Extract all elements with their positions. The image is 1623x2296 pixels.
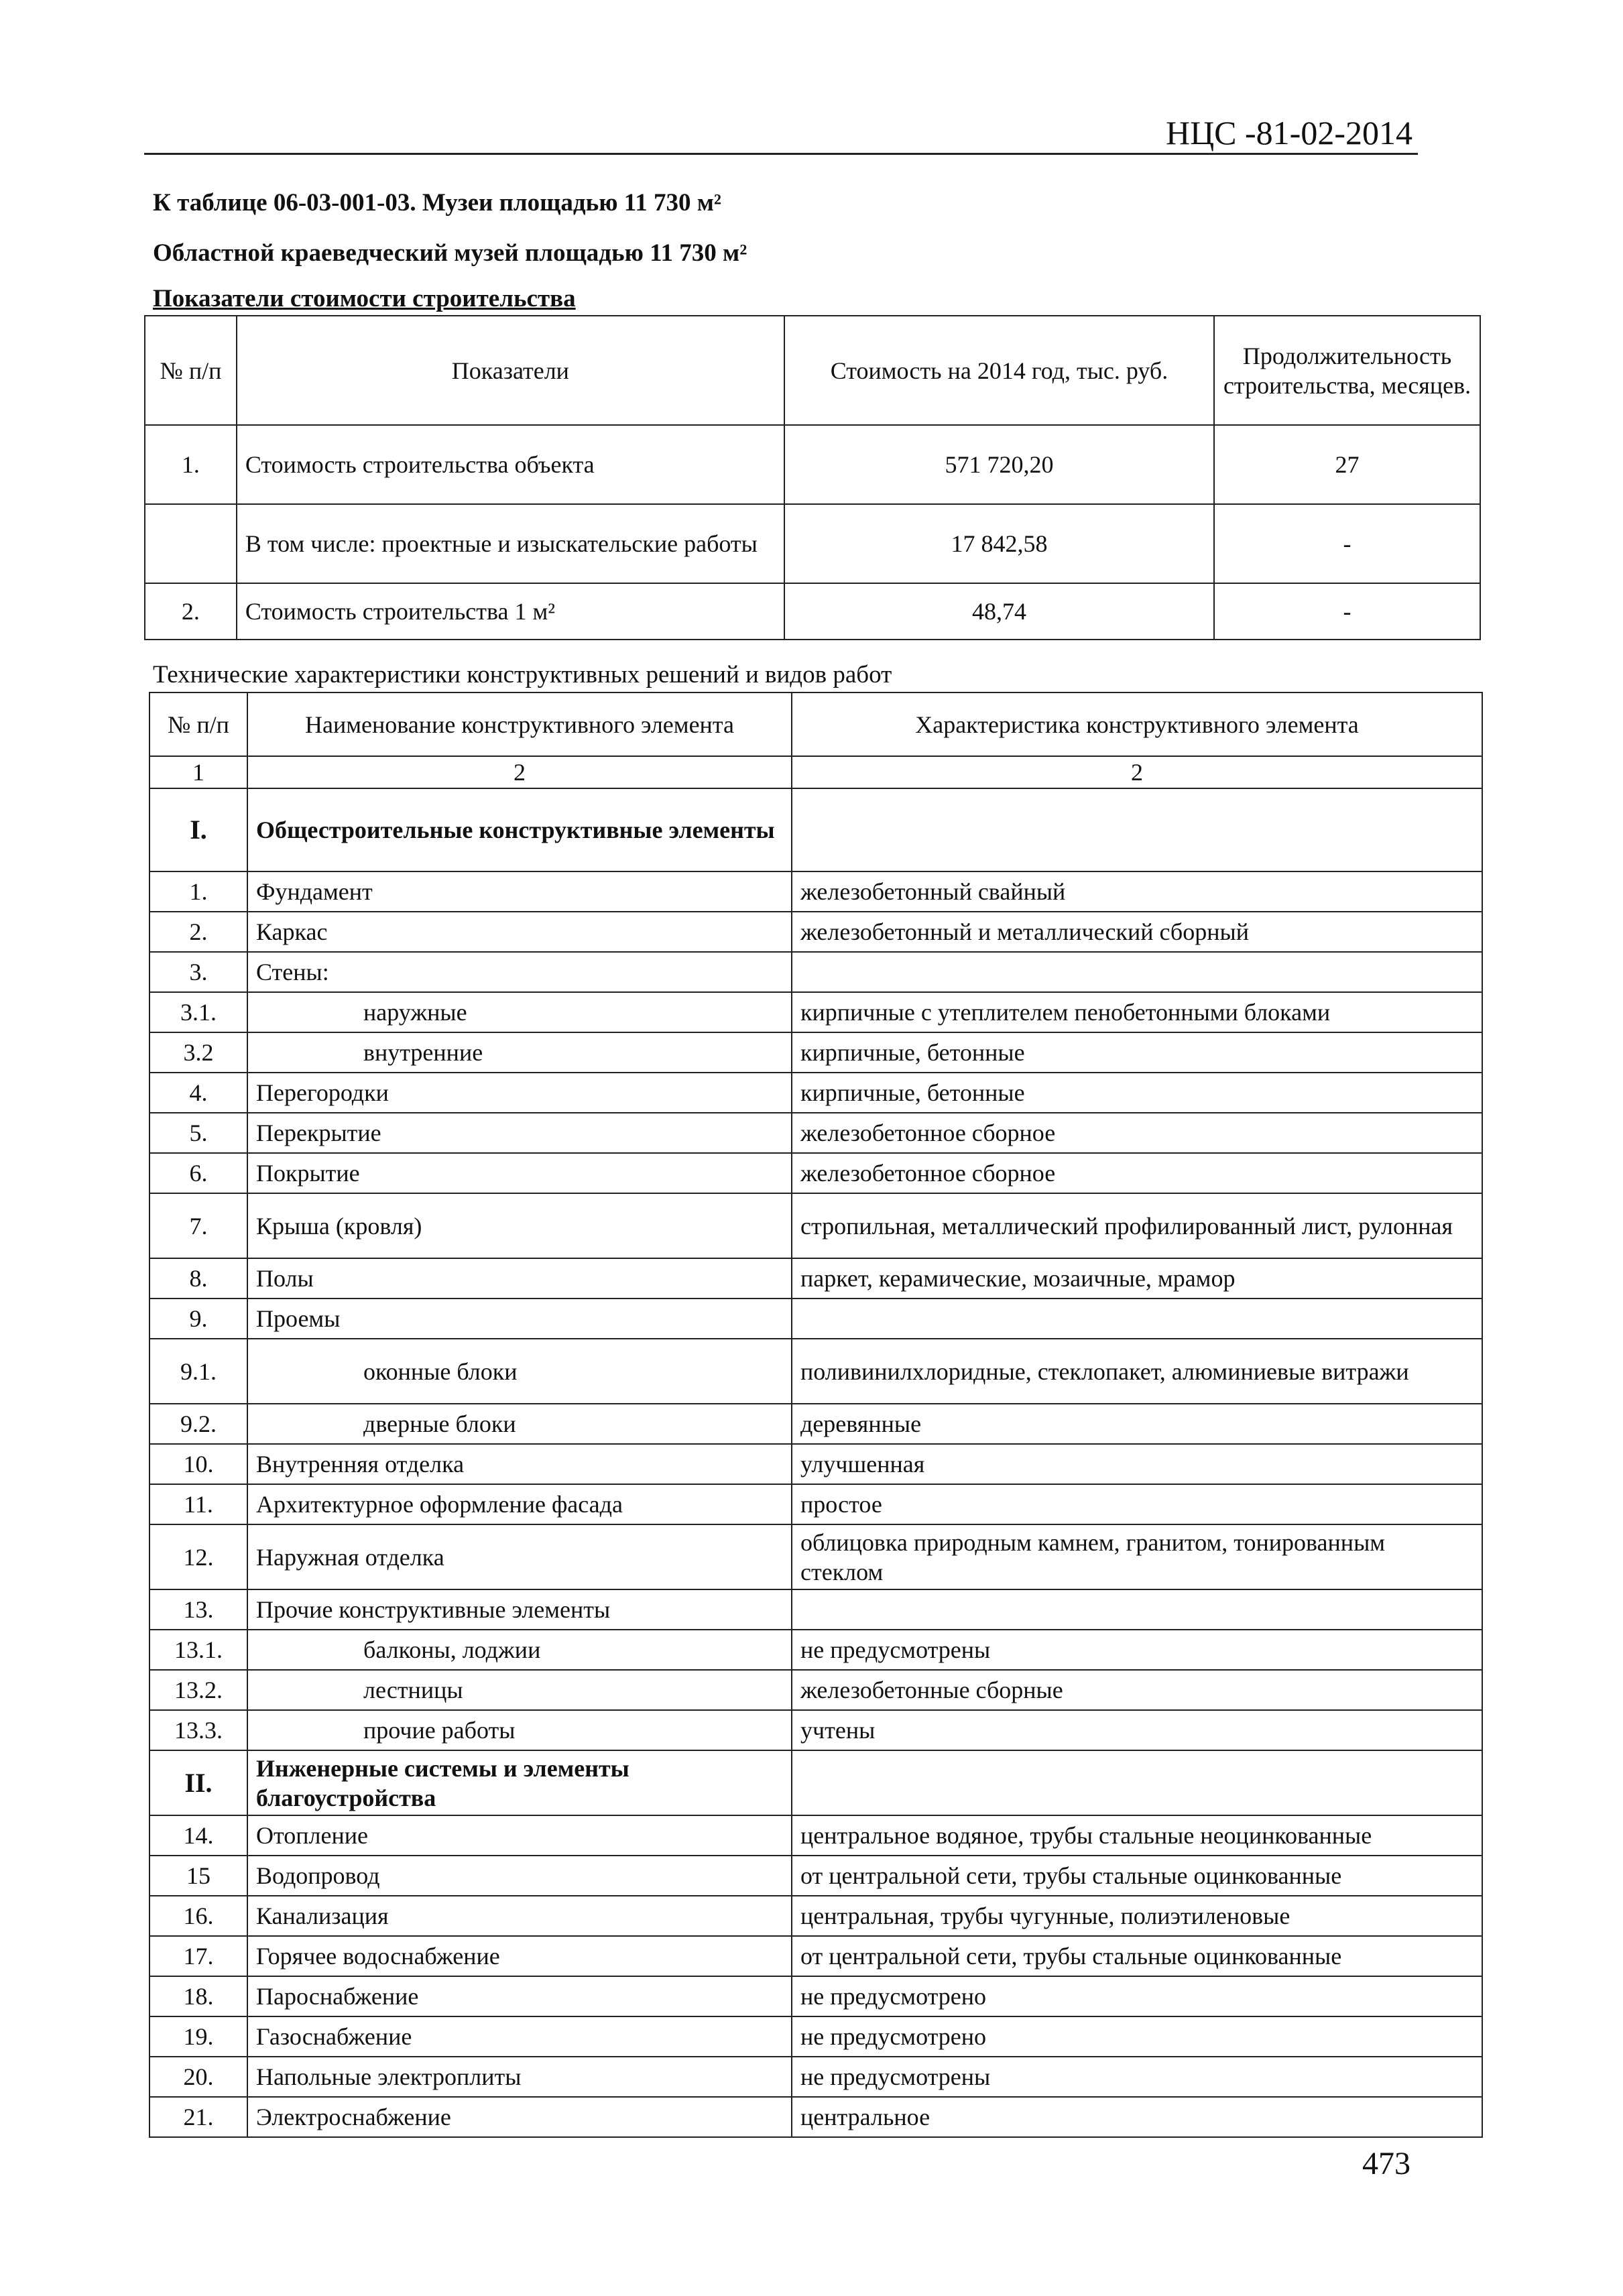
element-name: Проемы bbox=[247, 1298, 792, 1339]
table-row bbox=[149, 1936, 1482, 1976]
table-row bbox=[149, 2016, 1482, 2057]
table-row bbox=[149, 1856, 1482, 1896]
row-number: 9.2. bbox=[149, 1404, 247, 1444]
row-number: 15 bbox=[149, 1856, 247, 1896]
row-number: 17. bbox=[149, 1936, 247, 1976]
column-index-2: 2 bbox=[247, 756, 792, 788]
table-reference-heading: К таблице 06-03-001-03. Музеи площадью 11 730 м² bbox=[153, 189, 721, 217]
element-characteristic: не предусмотрены bbox=[792, 1630, 1482, 1670]
element-characteristic: поливинилхлоридные, стеклопакет, алюминиевые витражи bbox=[792, 1339, 1482, 1404]
element-characteristic: от центральной сети, трубы стальные оцинкованные bbox=[792, 1936, 1482, 1976]
element-name: Внутренняя отделка bbox=[247, 1444, 792, 1484]
column-index-3: 2 bbox=[792, 756, 1482, 788]
element-characteristic: облицовка природным камнем, гранитом, тонированным стеклом bbox=[792, 1524, 1482, 1589]
technical-characteristics-table bbox=[149, 692, 1483, 2138]
element-characteristic: улучшенная bbox=[792, 1444, 1482, 1484]
table-row bbox=[149, 992, 1482, 1032]
indicator-name: Стоимость строительства объекта bbox=[237, 425, 784, 504]
element-characteristic bbox=[792, 1589, 1482, 1630]
table-row bbox=[149, 1630, 1482, 1670]
table-row bbox=[149, 1484, 1482, 1524]
table-header-row bbox=[149, 692, 1482, 756]
table-row bbox=[149, 1524, 1482, 1589]
element-name: Пароснабжение bbox=[247, 1976, 792, 2016]
element-name: балконы, лоджии bbox=[247, 1630, 792, 1670]
row-number: 12. bbox=[149, 1524, 247, 1589]
element-characteristic: стропильная, металлический профилированный лист, рулонная bbox=[792, 1193, 1482, 1258]
element-name: Горячее водоснабжение bbox=[247, 1936, 792, 1976]
column-header-cost: Стоимость на 2014 год, тыс. руб. bbox=[784, 316, 1214, 425]
element-characteristic: центральное водяное, трубы стальные неоцинкованные bbox=[792, 1815, 1482, 1856]
element-name: наружные bbox=[247, 992, 792, 1032]
object-heading: Областной краеведческий музей площадью 11 730 м² bbox=[153, 239, 747, 267]
column-header-indicators: Показатели bbox=[237, 316, 784, 425]
element-name: Стены: bbox=[247, 952, 792, 992]
row-number: 1. bbox=[149, 871, 247, 912]
table-row bbox=[149, 1193, 1482, 1258]
row-number: 18. bbox=[149, 1976, 247, 2016]
element-name: Наружная отделка bbox=[247, 1524, 792, 1589]
row-number: 2. bbox=[145, 583, 237, 640]
table-header-row bbox=[145, 316, 1480, 425]
element-name: прочие работы bbox=[247, 1710, 792, 1750]
element-characteristic: не предусмотрено bbox=[792, 1976, 1482, 2016]
element-name: лестницы bbox=[247, 1670, 792, 1710]
column-header-number: № п/п bbox=[145, 316, 237, 425]
element-characteristic: железобетонный и металлический сборный bbox=[792, 912, 1482, 952]
cost-value: 17 842,58 bbox=[784, 504, 1214, 583]
element-name: Инженерные системы и элементы благоустройства bbox=[247, 1750, 792, 1815]
table-row bbox=[145, 504, 1480, 583]
element-characteristic: кирпичные с утеплителем пенобетонными блоками bbox=[792, 992, 1482, 1032]
row-number: 3.2 bbox=[149, 1032, 247, 1073]
duration-value: - bbox=[1214, 504, 1480, 583]
element-characteristic bbox=[792, 1750, 1482, 1815]
element-name: Покрытие bbox=[247, 1153, 792, 1193]
row-number: 5. bbox=[149, 1113, 247, 1153]
row-number: 1. bbox=[145, 425, 237, 504]
column-header-characteristic: Характеристика конструктивного элемента bbox=[792, 692, 1482, 756]
element-name: Электроснабжение bbox=[247, 2097, 792, 2137]
table-row bbox=[149, 1815, 1482, 1856]
element-name: Канализация bbox=[247, 1896, 792, 1936]
element-name: дверные блоки bbox=[247, 1404, 792, 1444]
table-row bbox=[149, 1670, 1482, 1710]
element-characteristic: учтены bbox=[792, 1710, 1482, 1750]
column-header-duration: Продолжительность строительства, месяцев. bbox=[1214, 316, 1480, 425]
element-name: Прочие конструктивные элементы bbox=[247, 1589, 792, 1630]
element-name: Общестроительные конструктивные элементы bbox=[247, 788, 792, 871]
column-header-number: № п/п bbox=[149, 692, 247, 756]
table-row bbox=[149, 1258, 1482, 1298]
table-row bbox=[149, 2097, 1482, 2137]
element-characteristic: от центральной сети, трубы стальные оцинкованные bbox=[792, 1856, 1482, 1896]
technical-section-title: Технические характеристики конструктивных решений и видов работ bbox=[153, 661, 892, 688]
row-number: 3. bbox=[149, 952, 247, 992]
row-number: 13. bbox=[149, 1589, 247, 1630]
row-number: 13.2. bbox=[149, 1670, 247, 1710]
element-characteristic: не предусмотрены bbox=[792, 2057, 1482, 2097]
page-header bbox=[144, 113, 1418, 155]
element-name: Крыша (кровля) bbox=[247, 1193, 792, 1258]
row-number: 7. bbox=[149, 1193, 247, 1258]
row-number: 19. bbox=[149, 2016, 247, 2057]
table-row bbox=[149, 1153, 1482, 1193]
element-name: Отопление bbox=[247, 1815, 792, 1856]
column-index-1: 1 bbox=[149, 756, 247, 788]
element-name: Перекрытие bbox=[247, 1113, 792, 1153]
table-row bbox=[149, 788, 1482, 871]
row-number: 13.1. bbox=[149, 1630, 247, 1670]
document-code: НЦС -81-02-2014 bbox=[1165, 114, 1412, 152]
table-row bbox=[149, 1444, 1482, 1484]
element-name: Газоснабжение bbox=[247, 2016, 792, 2057]
duration-value: 27 bbox=[1214, 425, 1480, 504]
indicator-name: В том числе: проектные и изыскательские работы bbox=[237, 504, 784, 583]
duration-value: - bbox=[1214, 583, 1480, 640]
row-number: 20. bbox=[149, 2057, 247, 2097]
row-number: 21. bbox=[149, 2097, 247, 2137]
element-name: внутренние bbox=[247, 1032, 792, 1073]
row-number: 13.3. bbox=[149, 1710, 247, 1750]
table-row bbox=[149, 1710, 1482, 1750]
row-number: 9. bbox=[149, 1298, 247, 1339]
row-number: 6. bbox=[149, 1153, 247, 1193]
cost-value: 571 720,20 bbox=[784, 425, 1214, 504]
row-number bbox=[145, 504, 237, 583]
table-row bbox=[149, 952, 1482, 992]
table-row bbox=[149, 1976, 1482, 2016]
element-name: Напольные электроплиты bbox=[247, 2057, 792, 2097]
element-characteristic: кирпичные, бетонные bbox=[792, 1073, 1482, 1113]
element-characteristic: простое bbox=[792, 1484, 1482, 1524]
table-row bbox=[149, 1073, 1482, 1113]
element-characteristic: железобетонное сборное bbox=[792, 1113, 1482, 1153]
table-row bbox=[149, 1298, 1482, 1339]
table-row bbox=[149, 1032, 1482, 1073]
element-name: Полы bbox=[247, 1258, 792, 1298]
table-row bbox=[149, 1896, 1482, 1936]
column-header-element-name: Наименование конструктивного элемента bbox=[247, 692, 792, 756]
table-row bbox=[145, 583, 1480, 640]
element-characteristic bbox=[792, 1298, 1482, 1339]
table-row bbox=[149, 2057, 1482, 2097]
element-name: Архитектурное оформление фасада bbox=[247, 1484, 792, 1524]
table-row bbox=[149, 1404, 1482, 1444]
row-number: 16. bbox=[149, 1896, 247, 1936]
element-characteristic: железобетонные сборные bbox=[792, 1670, 1482, 1710]
table-row bbox=[145, 425, 1480, 504]
table-row bbox=[149, 1750, 1482, 1815]
element-name: Каркас bbox=[247, 912, 792, 952]
element-name: оконные блоки bbox=[247, 1339, 792, 1404]
row-number: 11. bbox=[149, 1484, 247, 1524]
row-number: I. bbox=[149, 788, 247, 871]
row-number: II. bbox=[149, 1750, 247, 1815]
table-row bbox=[149, 1589, 1482, 1630]
element-characteristic: центральное bbox=[792, 2097, 1482, 2137]
element-characteristic bbox=[792, 788, 1482, 871]
table-row bbox=[149, 1339, 1482, 1404]
element-characteristic bbox=[792, 952, 1482, 992]
element-characteristic: паркет, керамические, мозаичные, мрамор bbox=[792, 1258, 1482, 1298]
cost-value: 48,74 bbox=[784, 583, 1214, 640]
cost-section-title: Показатели стоимости строительства bbox=[153, 285, 576, 312]
element-characteristic: деревянные bbox=[792, 1404, 1482, 1444]
row-number: 4. bbox=[149, 1073, 247, 1113]
element-characteristic: железобетонный свайный bbox=[792, 871, 1482, 912]
element-characteristic: не предусмотрено bbox=[792, 2016, 1482, 2057]
row-number: 8. bbox=[149, 1258, 247, 1298]
row-number: 2. bbox=[149, 912, 247, 952]
element-name: Фундамент bbox=[247, 871, 792, 912]
indicator-name: Стоимость строительства 1 м² bbox=[237, 583, 784, 640]
element-characteristic: центральная, трубы чугунные, полиэтиленовые bbox=[792, 1896, 1482, 1936]
element-name: Водопровод bbox=[247, 1856, 792, 1896]
cost-indicators-table bbox=[144, 315, 1481, 640]
table-row bbox=[149, 1113, 1482, 1153]
row-number: 14. bbox=[149, 1815, 247, 1856]
row-number: 3.1. bbox=[149, 992, 247, 1032]
element-name: Перегородки bbox=[247, 1073, 792, 1113]
element-characteristic: железобетонное сборное bbox=[792, 1153, 1482, 1193]
row-number: 10. bbox=[149, 1444, 247, 1484]
page-number: 473 bbox=[1362, 2146, 1410, 2181]
row-number: 9.1. bbox=[149, 1339, 247, 1404]
column-index-row bbox=[149, 756, 1482, 788]
table-row bbox=[149, 912, 1482, 952]
element-characteristic: кирпичные, бетонные bbox=[792, 1032, 1482, 1073]
table-row bbox=[149, 871, 1482, 912]
